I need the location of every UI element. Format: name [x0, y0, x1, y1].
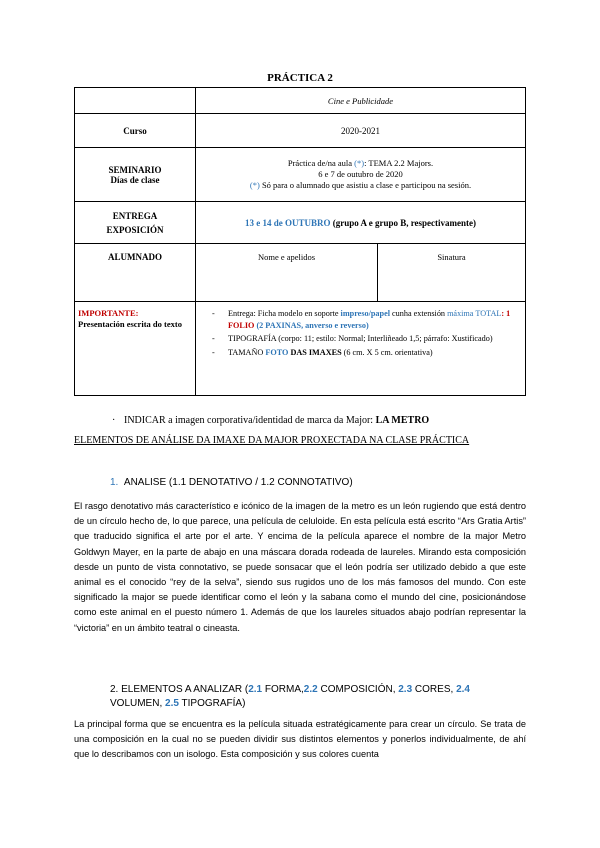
asterisk-mark: (*) — [354, 158, 365, 168]
course-value: 2020-2021 — [196, 114, 526, 148]
seminar-topic: : TEMA 2.2 Majors. — [364, 158, 434, 168]
list-item: - TAMAÑO FOTO DAS IMAXES (6 cm. X 5 cm. orientativa) — [228, 347, 521, 359]
page-title: PRÁCTICA 2 — [267, 72, 333, 84]
delivery-info — [196, 202, 526, 244]
seminar-dates: 6 e 7 de outubro de 2020 — [318, 169, 403, 179]
subject-cell: Cine e Publicidade — [196, 88, 526, 114]
written-label: Presentación escrita do texto — [78, 319, 182, 329]
seminar-label: SEMINARIO — [108, 164, 162, 175]
delivery-groups: (grupo A e grupo B, respectivamente) — [332, 217, 477, 228]
section-title: ANALISE (1.1 DENOTATIVO / 1.2 CONNOTATIVO) — [123, 477, 353, 488]
important-cell — [75, 302, 196, 396]
delivery-label-cell — [75, 202, 196, 244]
empty-cell — [75, 88, 196, 114]
name-field: Nome e apelidos — [196, 244, 378, 302]
indicate-line — [112, 415, 430, 426]
asterisk-mark: (*) — [249, 180, 260, 190]
info-table — [74, 87, 526, 396]
seminar-note: Só para o alumnado que asistiu a clase e participou na sesión. — [261, 180, 472, 190]
paragraph-analysis: El rasgo denotativo más característico e icónico de la imagen de la metro es un león rugiendo que está dentro de un círculo hecho de, lo que parece, una película de celuloide. En esta película está escrito “Ars Gratia Artis” que traducido significa el arte por el arte. Y encima de la película aparece el nombre de la major Metro Goldwyn Mayer, en la parte de abajo en una máscara dorada rodeada de laureles. Mirando esta composición desde un punto de vista connotativo, se puede sonsacar que el león podría ser utilizado debido a que este animal es el conocido “rey de la selva”, siendo sus rugidos uno de los más famosos del mundo. Con este significado la major se puede identificar como el león y la sabana como el mundo del cine, posicionándose como este animal en el puesto número 1. Además de que los laureles situados abajo podrían representar la “victoria” en un ámbito teatral o cineasta. — [74, 501, 526, 633]
important-label: IMPORTANTE: — [78, 308, 139, 318]
major-name: LA METRO — [375, 415, 430, 426]
student-label: ALUMNADO — [75, 244, 196, 302]
delivery-dates: 13 e 14 de OUTUBRO — [244, 217, 331, 228]
list-item: - Entrega: Ficha modelo en soporte impreso/papel cunha extensión máxima TOTAL: 1 FOLIO (2 PAXINAS, anverso e reverso) — [228, 308, 521, 331]
delivery-label: ENTREGA — [112, 210, 158, 221]
list-item: - TIPOGRAFÍA (corpo: 11; estilo: Normal; Interliñeado 1,5; párrafo: Xustificado) — [228, 333, 521, 345]
indicate-text: INDICAR a imagen corporativa/identidad de marca da Major: — [124, 415, 376, 426]
section-number: 1. — [110, 477, 119, 488]
course-label: Curso — [75, 114, 196, 148]
section-2-heading: 2. ELEMENTOS A ANALIZAR (2.1 FORMA,2.2 COMPOSICIÓN, 2.3 CORES, 2.4 VOLUMEN, 2.5 TIPOGRAFÍA) — [110, 684, 470, 709]
requirements-list — [200, 308, 521, 358]
seminar-text: Práctica de/na aula — [287, 158, 353, 168]
exposition-label: EXPOSICIÓN — [106, 224, 164, 235]
signature-field: Sinatura — [378, 244, 526, 302]
seminar-info — [196, 148, 526, 202]
analysis-subtitle: ELEMENTOS DE ANÁLISE DA IMAXE DA MAJOR PROXECTADA NA CLASE PRÁCTICA — [74, 435, 470, 446]
paragraph-elements: La principal forma que se encuentra es la película situada estratégicamente para crear un círculo. Se trata de una composición en la cual no se pueden dividir sus distintos elementos y ponerlos individualmente, de ahí que lo describamos con un isologo. Esta composición y sus colores cuenta — [74, 719, 526, 760]
requirements-cell — [196, 302, 526, 396]
bullet-dot: · — [112, 415, 116, 426]
seminar-label-cell — [75, 148, 196, 202]
section-1-heading — [110, 477, 353, 488]
days-label: Días de clase — [110, 174, 160, 185]
